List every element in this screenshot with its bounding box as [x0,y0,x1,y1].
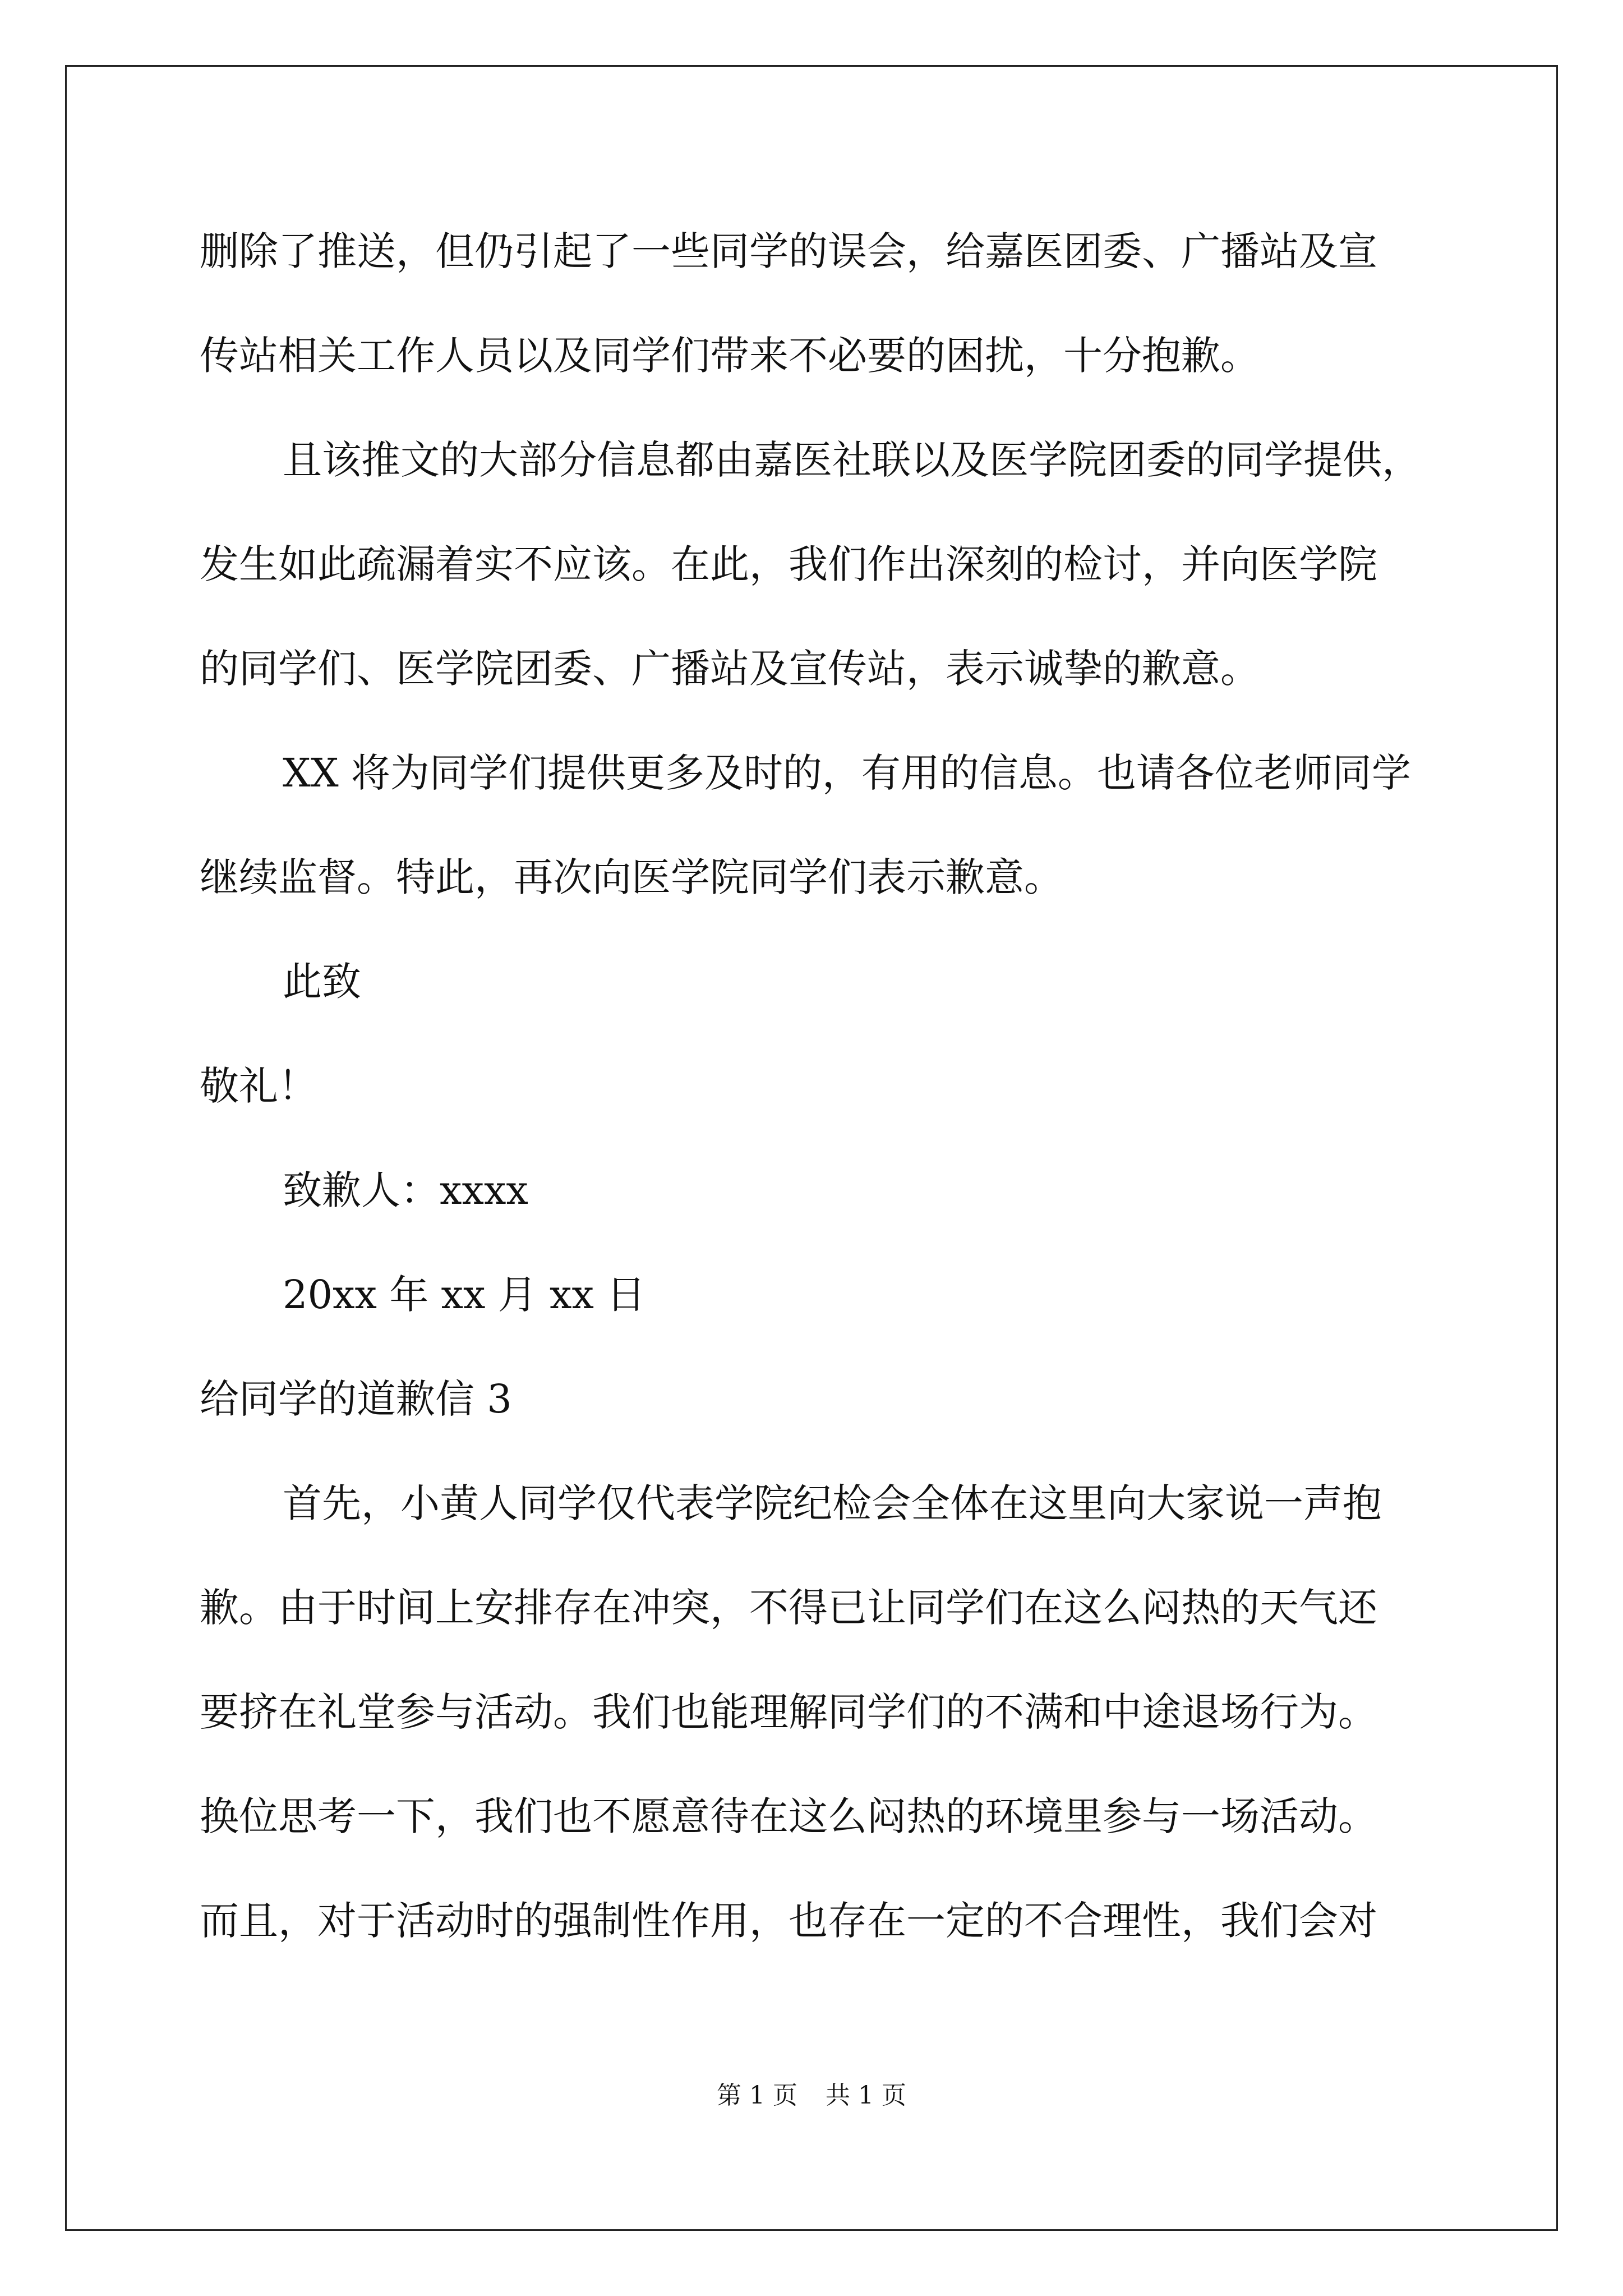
body-line: 继续监督。特此，再次向医学院同学们表示歉意。 [200,854,1063,900]
paragraph-start-line: 且该推文的大部分信息都由嘉医社联以及医学院团委的同学提供， [283,437,1421,483]
body-line: 传站相关工作人员以及同学们带来不必要的困扰，十分抱歉。 [200,333,1260,379]
body-line: 的同学们、医学院团委、广播站及宣传站，表示诚挚的歉意。 [200,646,1260,692]
page-number-current: 第 1 页 [717,2081,797,2110]
body-line: 歉。由于时间上安排存在冲突，不得已让同学们在这么闷热的天气还 [200,1585,1377,1631]
body-line: 而且，对于活动时的强制性作用，也存在一定的不合理性，我们会对 [200,1898,1377,1944]
body-line: 发生如此疏漏着实不应该。在此，我们作出深刻的检讨，并向医学院 [200,541,1377,587]
paragraph-start-line: 首先，小黄人同学仅代表学院纪检会全体在这里向大家说一声抱 [283,1480,1382,1526]
section-title: 给同学的道歉信 3 [200,1376,512,1422]
date-line: 20xx 年 xx 月 xx 日 [283,1272,646,1318]
signature-line: 致歉人：xxxx [283,1167,528,1213]
page-footer [0,2079,1623,2113]
closing-regards: 敬礼！ [200,1063,317,1109]
body-line: 要挤在礼堂参与活动。我们也能理解同学们的不满和中途退场行为。 [200,1689,1377,1735]
body-line: 删除了推送，但仍引起了一些同学的误会，给嘉医团委、广播站及宣 [200,228,1377,274]
paragraph-start-line: XX 将为同学们提供更多及时的，有用的信息。也请各位老师同学 [283,750,1411,796]
body-line: 换位思考一下，我们也不愿意待在这么闷热的环境里参与一场活动。 [200,1793,1377,1839]
page-number-total: 共 1 页 [826,2081,906,2110]
closing-salutation: 此致 [283,959,361,1005]
